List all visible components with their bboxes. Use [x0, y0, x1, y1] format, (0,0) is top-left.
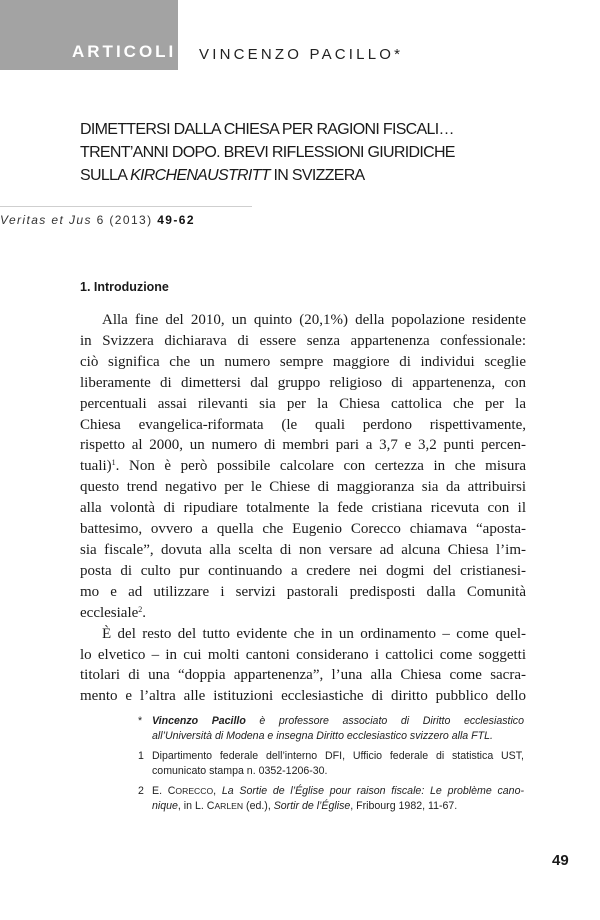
footnote-author: [138, 714, 524, 744]
text-line: in Svizzera dichiarava di essere senza appartenenza confessionale:: [80, 332, 526, 349]
text-line: È del resto del tutto evidente che in un ordinamento – come quel-: [102, 625, 526, 642]
journal-pages: 49-62: [157, 213, 195, 227]
text-line: mo e ad utilizzare i servizi pastorali predisposti dalla Comunità: [80, 583, 526, 600]
body-text: [80, 310, 526, 707]
text-line: alla volontà di ripudiare totalmente la fede cristiana ricevuta con il: [80, 500, 526, 517]
journal-name: Veritas et Jus: [0, 213, 92, 227]
footnote-line: comunicato stampa n. 0352-1206-30.: [152, 765, 328, 777]
title-line-3: SULLA KIRCHENAUSTRITT IN SVIZZERA: [80, 167, 365, 184]
text-line: ciò significa che un numero sempre maggiore di individui sceglie: [80, 353, 526, 370]
page-number: 49: [552, 852, 569, 869]
footnote-ref-2: 2: [138, 604, 143, 614]
journal-issue: 6 (2013): [91, 213, 158, 227]
footnote-marker: *: [138, 715, 143, 727]
text-line: liberamente di dimettersi dal gruppo religioso di appartenenza, con: [80, 374, 526, 391]
text-line: rispetto al 2000, un numero di membri pari a 3,7 e 3,2 punti percen-: [80, 437, 526, 454]
footnote-2: [138, 784, 524, 814]
footnote-line: nique, in L. CARLEN (ed.), Sortir de l’Église, Fribourg 1982, 11-67.: [152, 800, 458, 812]
divider-rule: [0, 206, 252, 207]
text-line: sia fiscale”, dovuta alla scelta di non versare ad alcuna Chiesa l’im-: [80, 541, 526, 558]
footnote-line: Dipartimento federale dell’interno DFI, Ufficio federale di statistica UST,: [152, 750, 524, 762]
author-header: VINCENZO PACILLO*: [199, 46, 404, 63]
title-line-2: TRENT’ANNI DOPO. BREVI RIFLESSIONI GIURIDICHE: [80, 144, 455, 161]
footnote-line: Vincenzo Pacillo è professore associato di Diritto ecclesiastico: [152, 715, 524, 727]
text-line: battesimo, ovvero a quella che Eugenio Corecco chiamava “aposta-: [80, 521, 526, 538]
text-line: lo elvetico – in cui molti cantoni considerano i cattolici come soggetti: [80, 646, 526, 663]
footnote-marker: 1: [138, 750, 144, 762]
text-line: tuali)$^1$. Non è però possibile calcolare con certezza in che misura: [80, 458, 526, 475]
text-line: ecclesiale$^2$.: [80, 604, 147, 621]
section-heading: 1. Introduzione: [80, 280, 169, 294]
journal-citation: [0, 213, 195, 227]
title-italic-term: KIRCHENAUSTRITT: [130, 167, 270, 184]
text-line: percentuali assai rilevanti sia per la Chiesa cattolica che per la: [80, 395, 526, 412]
title-line-1: DIMETTERSI DALLA CHIESA PER RAGIONI FISCALI…: [80, 121, 454, 138]
footnote-author-name: Vincenzo Pacillo: [152, 715, 246, 727]
article-title: [80, 118, 520, 187]
text-line: titolari di una “doppia appartenenza”, l’una alla Chiesa come sacra-: [80, 667, 526, 684]
text-line: mento e l’altra alle istituzioni ecclesiastiche di diritto pubblico dello: [80, 688, 526, 705]
section-label: ARTICOLI: [72, 42, 177, 61]
text-line: Chiesa evangelica-riformata (le quali perdono rispettivamente,: [80, 416, 526, 433]
text-line: questo trend negativo per le Chiese di maggioranza sia da attribuirsi: [80, 479, 526, 496]
footnotes: [138, 714, 524, 819]
footnote-line: all’Università di Modena e insegna Diritto ecclesiastico svizzero alla FTL.: [152, 730, 493, 742]
text-line: posta di culto pur continuando a credere nei dogmi del cristianesi-: [80, 562, 526, 579]
footnote-marker: 2: [138, 785, 144, 797]
footnote-1: [138, 749, 524, 779]
footnote-line: E. CORECCO, La Sortie de l’Église pour raison fiscale: Le problème cano-: [152, 785, 524, 797]
footnote-ref-1: 1: [111, 458, 116, 468]
text-line: Alla fine del 2010, un quinto (20,1%) della popolazione residente: [102, 312, 526, 328]
